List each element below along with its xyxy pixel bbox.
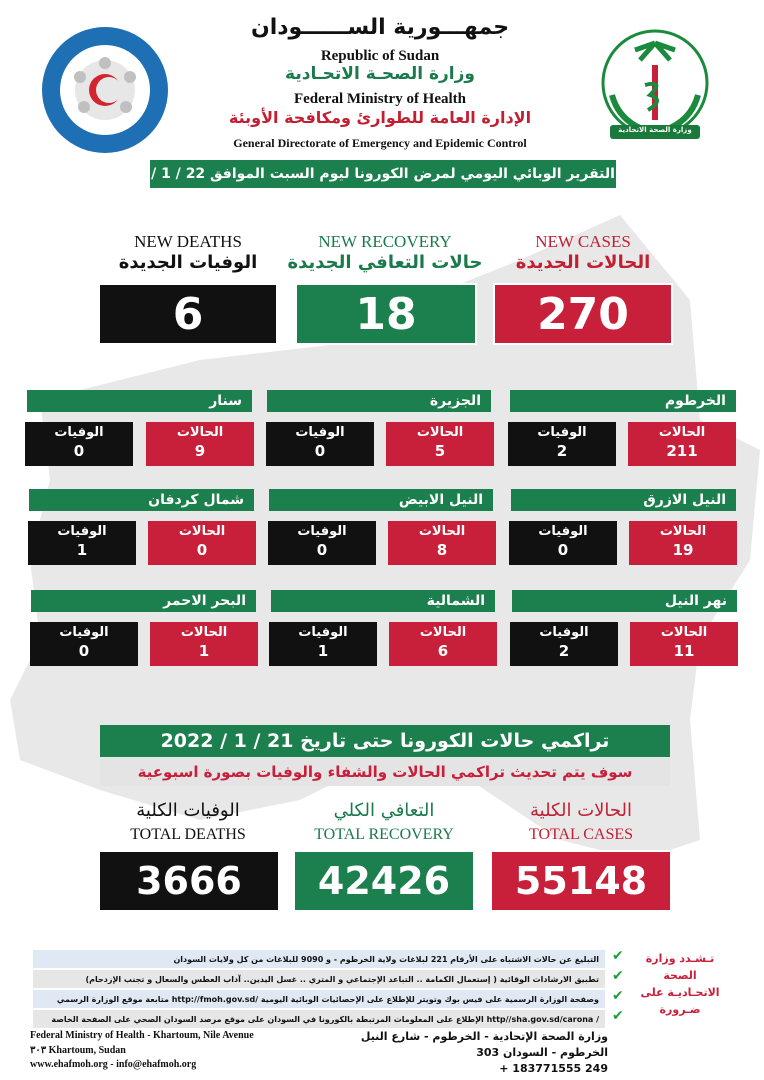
deaths-label: الوفيات [538,524,588,539]
deaths-label: الوفيات [295,425,345,440]
state-cases-white-nile [388,521,496,565]
cases-value: 6 [437,642,449,660]
check-icon: ✔ [612,988,624,1004]
deaths-value: 0 [314,442,326,460]
footer-ar-address-3: + 183771555 249 [499,1062,608,1075]
cases-label: الحالات [416,425,464,440]
header-en-directorate: General Directorate of Emergency and Epidemic Control [233,136,527,150]
check-icon: ✔ [612,968,624,984]
deaths-value: 0 [78,642,90,660]
state-title-red-sea: البحر الاحمر [31,590,256,612]
check-icon: ✔ [612,1008,624,1024]
state-title-north-kordofan: شمال كردفان [29,489,254,511]
new-deaths-label-en: NEW DEATHS [134,232,242,251]
cases-label: الحالات [660,625,708,640]
cases-label: الحالات [659,524,707,539]
total-deaths-label-ar: الوفيات الكلية [136,800,240,821]
cases-label: الحالات [176,425,224,440]
new-deaths-label-ar: الوفيات الجديدة [118,252,258,273]
footer-note-3: متابعة موقع الوزارة الرسمي http://fmoh.gov.sd/ وصفحة الوزارة الرسمية على فيس بوك وتويتر للإطلاع على الإحصائيات الوبائية اليومية [33,990,605,1008]
cases-value: 0 [196,541,208,559]
total-recovery-value: 42426 [293,850,475,912]
state-deaths-sennar [25,422,133,466]
right-logo-caption: وزارة الصحة الاتحادية [618,126,692,134]
state-cases-northern [389,622,497,666]
total-deaths-label-en: TOTAL DEATHS [130,826,246,843]
header-ar-directorate: الإدارة العامة للطوارئ ومكافحة الأوبئة [228,108,532,127]
total-recovery-label-ar: التعافي الكلي [333,800,435,821]
new-recovery-value: 18 [295,283,477,345]
total-cases-label-en: TOTAL CASES [528,826,634,843]
state-title-khartoum: الخرطوم [510,390,736,412]
state-title-blue-nile: النيل الازرق [511,489,736,511]
deaths-value: 0 [73,442,85,460]
state-deaths-white-nile [268,521,376,565]
deaths-value: 2 [558,642,570,660]
state-cases-sennar [146,422,254,466]
footer-ar-address-2: 303 الخرطوم - السودان [476,1046,608,1059]
state-deaths-blue-nile [509,521,617,565]
state-deaths-khartoum [508,422,616,466]
state-deaths-red-sea [30,622,138,666]
cases-value: 9 [194,442,206,460]
state-title-river-nile: نهر النيل [512,590,737,612]
new-cases-value: 270 [493,283,673,345]
state-cases-gezira [386,422,494,466]
state-deaths-north-kordofan [28,521,136,565]
header-ar-ministry: وزارة الصحـة الاتحـادية [285,64,475,84]
deaths-value: 1 [76,541,88,559]
header-ar-country: جمهـــورية الســــــودان [250,15,510,40]
cases-label: الحالات [178,524,226,539]
total-deaths-value: 3666 [98,850,280,912]
cases-label: الحالات [419,625,467,640]
state-cases-red-sea [150,622,258,666]
deaths-label: الوفيات [54,425,104,440]
new-deaths-value: 6 [98,283,278,345]
right-ministry-logo [590,25,720,150]
deaths-value: 0 [557,541,569,559]
state-title-gezira: الجزيرة [267,390,491,412]
report-date-banner: التقرير الوبائي اليومي لمرض الكورونا ليوم السبت الموافق 22 / 1 / 2022 [150,160,616,188]
deaths-value: 1 [317,642,329,660]
header-en-country: Republic of Sudan [320,48,440,64]
cases-label: الحالات [418,524,466,539]
cases-value: 11 [673,642,695,660]
new-recovery-label-ar: حالات التعافي الجديدة [287,252,483,273]
footer-en-address-1: Federal Ministry of Health - Khartoum, Nile Avenue [30,1030,254,1041]
footer-en-address-2: ٣٠٣ Khartoum, Sudan [30,1045,126,1056]
cumulative-subtitle-bar: سوف يتم تحديث تراكمي الحالات والشفاء والوفيات بصورة اسبوعية [100,758,670,786]
new-cases-label-en: NEW CASES [535,232,631,251]
left-emergency-logo [40,25,170,155]
cumulative-title-bar: تراكمي حالات الكورونا حتى تاريخ 21 / 1 / 2022 [100,725,670,757]
state-title-northern: الشمالية [271,590,495,612]
cases-label: الحالات [658,425,706,440]
deaths-label: الوفيات [537,425,587,440]
check-icon: ✔ [612,948,624,964]
footer-ar-address-1: وزارة الصحة الإتحادية - الخرطوم - شارع النيل [360,1030,608,1043]
state-deaths-gezira [266,422,374,466]
state-cases-blue-nile [629,521,737,565]
state-cases-north-kordofan [148,521,256,565]
footer-note-4: الإطلاع على المعلومات المرتبطة بالكورونا في السودان على موقع مرصد السودان الصحي على الصفحة الخاصة http//sha.gov.sd/carona / [33,1010,605,1028]
new-recovery-label-en: NEW RECOVERY [318,232,452,251]
cases-label: الحالات [180,625,228,640]
deaths-label: الوفيات [57,524,107,539]
new-cases-label-ar: الحالات الجديدة [515,252,651,273]
deaths-value: 0 [316,541,328,559]
footer-en-address-3: www.ehafmoh.org - info@ehafmoh.org [30,1059,197,1070]
total-cases-label-ar: الحالات الكلية [530,800,632,821]
total-recovery-label-en: TOTAL RECOVERY [314,826,454,843]
cases-value: 19 [672,541,694,559]
header-en-ministry: Federal Ministry of Health [293,91,467,107]
deaths-label: الوفيات [59,625,109,640]
deaths-value: 2 [556,442,568,460]
cases-value: 5 [434,442,446,460]
state-deaths-river-nile [510,622,618,666]
footer-note-1: التبليغ عن حالات الاشتباه على الأرقام 221 لبلاغات ولاية الخرطوم - و 9090 للبلاغات من كل ولايات السودان [33,950,605,968]
deaths-label: الوفيات [297,524,347,539]
state-cases-khartoum [628,422,736,466]
state-deaths-northern [269,622,377,666]
state-title-white-nile: النيل الابيض [269,489,493,511]
total-cases-value: 55148 [490,850,672,912]
cases-value: 1 [198,642,210,660]
state-cases-river-nile [630,622,738,666]
cases-value: 8 [436,541,448,559]
state-title-sennar: سنار [27,390,252,412]
footer-note-2: تطبيق الارشادات الوقائية ( إستعمال الكمامة .. التباعد الإجتماعي و المتري .. غسل اليدين.. آداب العطس والسعال و تجنب الإزدحام) [33,970,605,988]
footer-emphasis-text: تـشـدد وزارة الصحة الاتحـاديـة على ضـرورة [640,952,720,1016]
cases-value: 211 [666,442,698,460]
deaths-label: الوفيات [298,625,348,640]
deaths-label: الوفيات [539,625,589,640]
